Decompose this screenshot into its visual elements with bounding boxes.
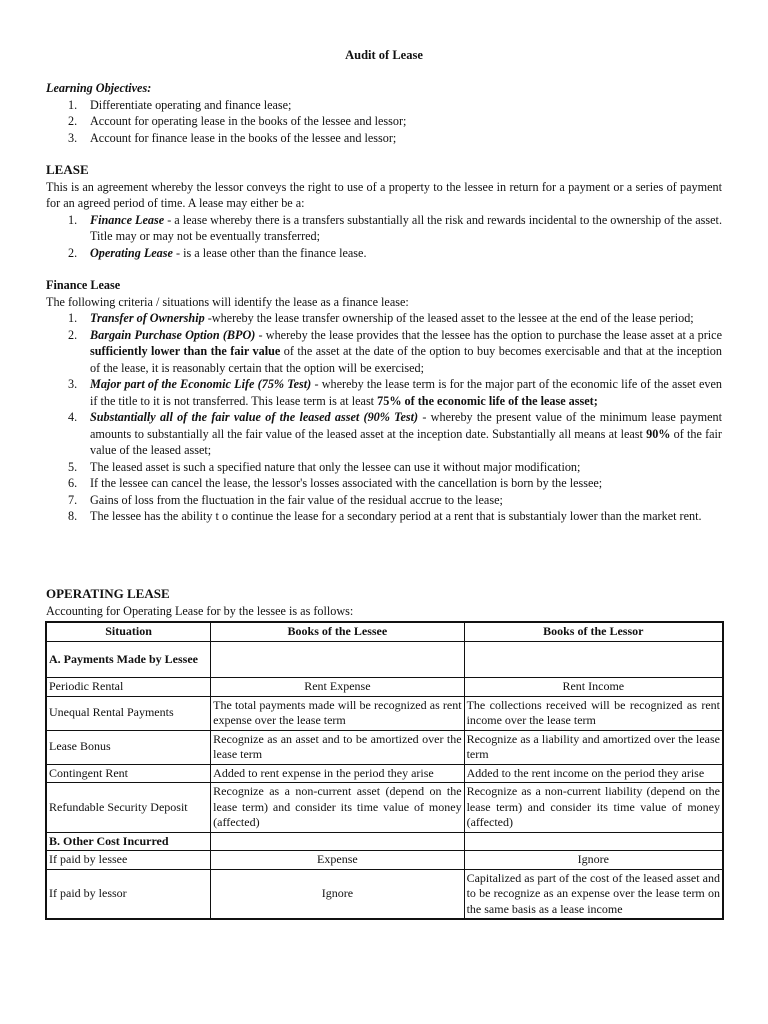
list-item: 3. Account for finance lease in the books of the lessee and lessor; [68, 130, 397, 145]
column-header-lessee: Books of the Lessee [211, 622, 464, 642]
table-row: Periodic Rental Rent Expense Rent Income [46, 678, 723, 697]
table-row: Unequal Rental Payments The total payments made will be recognized as rent expense over the lease term The collections received will be recognized as rent income over the lease term [46, 696, 723, 730]
learning-objectives-section [46, 80, 722, 146]
table-row: Refundable Security Deposit Recognize as a non-current asset (depend on the lease term) and consider its time value of money (affected) Recognize as a non-current liability (depend on the lease term) and consider its time value of money (affected) [46, 783, 723, 833]
learning-objectives-heading: Learning Objectives: [46, 81, 152, 95]
operating-lease-table [45, 621, 724, 920]
column-header-lessor: Books of the Lessor [464, 622, 723, 642]
table-section-row [46, 642, 723, 678]
list-item: 8. The lessee has the ability t o continue the lease for a secondary period at a rent that is substantialy lower than the market rent. [68, 509, 702, 523]
learning-objectives-list [46, 97, 722, 147]
list-item: 6. If the lessee can cancel the lease, the lessor's losses associated with the cancellation is born by the lessee; [68, 476, 603, 490]
list-item: 2. Bargain Purchase Option (BPO) - whereby the lease provides that the lessee has the option to purchase the lease asset at a price sufficiently lower than the fair value of the asset at the date of the option to buy becomes exercisable and that at the inception of the lease, it is reasonably certain that the option will be exercised; [68, 327, 723, 375]
list-item: 1. Transfer of Ownership -whereby the lease transfer ownership of the leased asset to the lessee at the end of the lease period; [68, 311, 694, 325]
table-row: Contingent Rent Added to rent expense in the period they arise Added to the rent income on the period they arise [46, 764, 723, 783]
document-title: Audit of Lease [345, 48, 423, 62]
table-row: If paid by lessee Expense Ignore [46, 851, 723, 870]
operating-lease-section [46, 586, 722, 619]
list-item: 5. The leased asset is such a specified nature that only the lessee can use it without major modification; [68, 459, 581, 474]
list-item: 4. Substantially all of the fair value of the leased asset (90% Test) - whereby the present value of the minimum lease payment amounts to substantially all the fair value of the leased asset at the inception date. Substantially all means at least 90% of the fair value of the leased asset; [68, 410, 722, 457]
list-item: 1. Differentiate operating and finance lease; [68, 97, 292, 112]
list-item: 1. Finance Lease - a lease whereby there is a transfers substantially all the risk and rewards incidental to the ownership of the asset. Title may or may not be eventually transferred; [68, 212, 722, 243]
finance-lease-intro: The following criteria / situations will identify the lease as a finance lease: [46, 294, 409, 309]
section-b-label: B. Other Cost Incurred [46, 832, 211, 851]
lease-heading: LEASE [46, 162, 89, 177]
column-header-situation: Situation [46, 622, 211, 642]
lease-section [46, 162, 722, 261]
operating-lease-intro: Accounting for Operating Lease for by the lessee is as follows: [46, 603, 354, 618]
operating-lease-heading: OPERATING LEASE [46, 586, 170, 601]
table-header-row [46, 622, 723, 642]
list-item: 7. Gains of loss from the fluctuation in the fair value of the residual accrue to the lease; [68, 492, 503, 507]
table-section-row [46, 832, 723, 851]
list-item: 2. Operating Lease - is a lease other than the finance lease. [68, 245, 367, 260]
list-item: 2. Account for operating lease in the books of the lessee and lessor; [68, 114, 407, 128]
section-a-label: A. Payments Made by Lessee [46, 642, 211, 678]
finance-lease-section [46, 277, 722, 525]
lease-intro: This is an agreement whereby the lessor conveys the right to use of a property to the lessee in return for a payment or a series of payment for an agreed period of time. A lease may either be a: [46, 179, 722, 210]
finance-lease-criteria-list [46, 310, 722, 525]
table-row: If paid by lessor Ignore Capitalized as part of the cost of the leased asset and to be recognize as an expense over the lease term on the same basis as a lease income [46, 869, 723, 919]
table-row: Lease Bonus Recognize as an asset and to be amortized over the lease term Recognize as a liability and amortized over the lease term [46, 730, 723, 764]
list-item: 3. Major part of the Economic Life (75% Test) - whereby the lease term is for the major part of the economic life of the asset even if the title to it is not transferred. This lease term is at least 75% of the economic life of the lease asset; [68, 377, 722, 408]
finance-lease-heading: Finance Lease [46, 278, 121, 292]
lease-types-list [46, 212, 722, 262]
